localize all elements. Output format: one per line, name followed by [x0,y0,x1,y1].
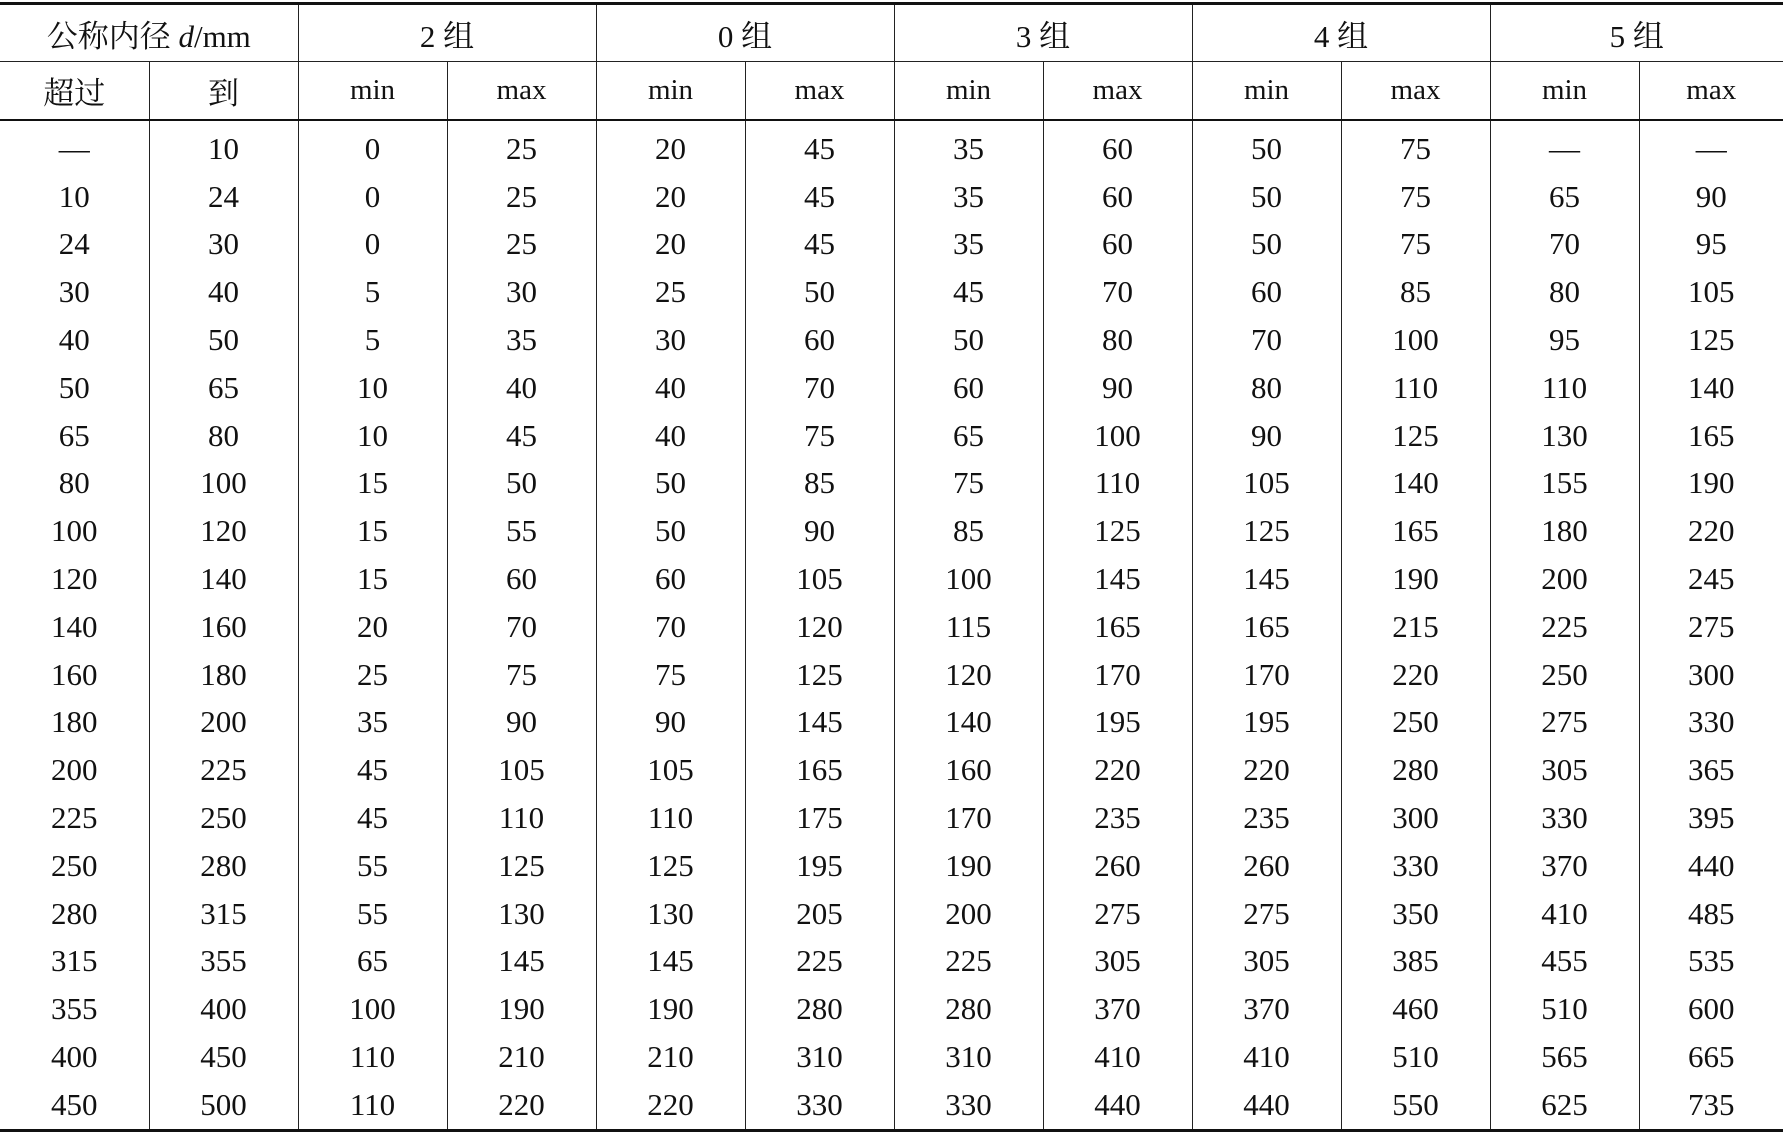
table-cell: 30 [0,268,149,316]
table-cell: 70 [745,364,894,412]
table-cell: 455 [1490,938,1639,986]
header-diameter-var: d [178,18,194,54]
table-cell: 280 [1341,746,1490,794]
table-cell: 25 [447,120,596,173]
header-max: max [745,62,894,121]
table-cell: 90 [1192,412,1341,460]
table-cell: 210 [596,1033,745,1081]
table-cell: 125 [596,842,745,890]
table-cell: 35 [298,699,447,747]
table-cell: 5 [298,268,447,316]
table-cell: 365 [1688,752,1735,788]
table-cell: 40 [149,268,298,316]
table-cell: 105 [447,746,596,794]
table-cell: 565 [1490,1033,1639,1081]
table-cell: 220 [596,1081,745,1130]
table-row [0,412,1783,460]
table-cell: 145 [596,938,745,986]
table-cell: 75 [745,412,894,460]
table-cell: 200 [0,746,149,794]
table-cell: 145 [745,699,894,747]
table-cell: 70 [1192,316,1341,364]
table-cell: 160 [894,746,1043,794]
table-cell: 225 [745,938,894,986]
table-cell: 10 [0,173,149,221]
table-cell: 370 [1490,842,1639,890]
table-cell: 110 [596,794,745,842]
table-cell: 510 [1341,1033,1490,1081]
table-cell: 140 [1341,460,1490,508]
table-cell: 70 [1490,221,1639,269]
table-cell: 30 [149,221,298,269]
table-cell: 45 [298,746,447,794]
table-cell: 20 [596,221,745,269]
table-cell: 120 [149,507,298,555]
table-cell: 220 [1192,746,1341,794]
table-cell: 10 [149,120,298,173]
table-cell: 370 [1192,985,1341,1033]
table-cell: 125 [1341,412,1490,460]
table-cell: 40 [447,364,596,412]
table-cell: 195 [1192,699,1341,747]
table-cell: 665 [1688,1039,1735,1075]
table-row [0,651,1783,699]
table-cell: 180 [0,699,149,747]
table-row [0,221,1783,269]
table-cell: 120 [894,651,1043,699]
table-cell: 190 [1688,465,1735,501]
table-cell: 125 [1043,507,1192,555]
table-cell: 315 [149,890,298,938]
table-cell: — [1490,120,1639,173]
table-cell: 330 [1341,842,1490,890]
table-cell: 35 [894,173,1043,221]
header-max: max [1341,62,1490,121]
table-cell: 205 [745,890,894,938]
table-cell: 280 [894,985,1043,1033]
table-row [0,985,1783,1033]
table-cell: 600 [1688,991,1735,1027]
table-cell: 145 [447,938,596,986]
table-body [0,120,1783,1130]
table-cell: 65 [894,412,1043,460]
table-cell: 45 [298,794,447,842]
table-cell: 15 [298,507,447,555]
table-cell: 535 [1688,943,1735,979]
header-min: min [1490,62,1639,121]
table-cell: 190 [894,842,1043,890]
table-cell: 200 [894,890,1043,938]
table-row [0,603,1783,651]
table-cell: 40 [0,316,149,364]
table-cell: 355 [149,938,298,986]
table-cell: 100 [1043,412,1192,460]
table-cell: 130 [1490,412,1639,460]
header-max: max [1639,62,1783,121]
table-cell: 75 [1341,120,1490,173]
table-cell: 45 [745,120,894,173]
table-cell: 90 [596,699,745,747]
table-cell: 275 [1490,699,1639,747]
table-cell: 24 [0,221,149,269]
table-cell: 180 [149,651,298,699]
table-cell: 15 [298,555,447,603]
header-min: min [894,62,1043,121]
table-cell: 20 [596,120,745,173]
table-cell: 75 [1341,173,1490,221]
table-cell: 165 [1043,603,1192,651]
table-cell: 200 [1490,555,1639,603]
table-cell: 110 [1043,460,1192,508]
table-row [0,268,1783,316]
table-cell: 220 [447,1081,596,1130]
table-cell: 215 [1341,603,1490,651]
table-cell: 25 [447,173,596,221]
table-cell: 25 [596,268,745,316]
table-cell: 30 [596,316,745,364]
table-cell: 80 [149,412,298,460]
table-cell: 20 [596,173,745,221]
table-cell: 280 [149,842,298,890]
table-cell: 165 [1192,603,1341,651]
table-cell: 80 [1043,316,1192,364]
table-cell: 65 [0,412,149,460]
table-cell: 60 [1043,173,1192,221]
table-cell: 65 [149,364,298,412]
table-cell: 50 [596,460,745,508]
header-group-0: 0 组 [596,4,894,62]
table-cell: 170 [1043,651,1192,699]
table-cell: 45 [745,173,894,221]
table-row [0,938,1783,986]
table-cell: 60 [1043,120,1192,173]
table-cell: 250 [1341,699,1490,747]
table-cell: 140 [0,603,149,651]
table-cell: 90 [447,699,596,747]
table-cell: 100 [149,460,298,508]
table-cell: 100 [0,507,149,555]
table-cell: 60 [745,316,894,364]
table-cell: 110 [447,794,596,842]
table-cell: 260 [1192,842,1341,890]
table-cell: 80 [1192,364,1341,412]
table-cell: 60 [447,555,596,603]
table-cell: 50 [1192,173,1341,221]
table-cell: 50 [894,316,1043,364]
table-cell: 275 [1688,608,1735,644]
table-cell: 45 [894,268,1043,316]
table-cell: — [1695,130,1727,166]
table-cell: 225 [1490,603,1639,651]
table-cell: 235 [1192,794,1341,842]
table-cell: 410 [1043,1033,1192,1081]
table-cell: 410 [1490,890,1639,938]
table-cell: 170 [894,794,1043,842]
table-cell: 60 [1192,268,1341,316]
table-cell: 305 [1490,746,1639,794]
table-cell: 300 [1341,794,1490,842]
table-cell: 55 [298,842,447,890]
table-cell: 130 [447,890,596,938]
header-group-2: 2 组 [298,4,596,62]
table-cell: 50 [1192,120,1341,173]
table-cell: 85 [745,460,894,508]
table-cell: 45 [745,221,894,269]
table-cell: 330 [1490,794,1639,842]
table-cell: 305 [1192,938,1341,986]
table-cell: 120 [745,603,894,651]
table-cell: 70 [447,603,596,651]
table-cell: 735 [1639,1081,1783,1130]
table-cell: 440 [1688,847,1735,883]
table-cell: 50 [149,316,298,364]
table-cell: 140 [149,555,298,603]
header-diameter-prefix: 公称内径 [46,18,179,54]
table-cell: 15 [298,460,447,508]
table-cell: 400 [0,1033,149,1081]
table-cell: 330 [894,1081,1043,1130]
header-max: max [1043,62,1192,121]
table-cell: 60 [596,555,745,603]
table-cell: 450 [0,1081,149,1130]
table-cell: 190 [1341,555,1490,603]
table-cell: 280 [0,890,149,938]
table-cell: 315 [0,938,149,986]
table-row [0,460,1783,508]
table-cell: 40 [596,412,745,460]
table-cell: 75 [447,651,596,699]
table-row [0,1081,1783,1130]
table-cell: 500 [149,1081,298,1130]
table-cell: 440 [1192,1081,1341,1130]
table-cell: 350 [1341,890,1490,938]
table-cell: 55 [447,507,596,555]
table-cell: 145 [1192,555,1341,603]
table-cell: 210 [447,1033,596,1081]
table-cell: 300 [1688,656,1735,692]
table-cell: 235 [1043,794,1192,842]
table-cell: 50 [596,507,745,555]
header-min: min [298,62,447,121]
table-row [0,842,1783,890]
table-cell: 85 [1341,268,1490,316]
table-cell: 24 [149,173,298,221]
table-row [0,507,1783,555]
table-cell: 450 [149,1033,298,1081]
table-cell: 260 [1043,842,1192,890]
table-cell: 0 [298,221,447,269]
table-cell: 155 [1490,460,1639,508]
table-cell: 330 [745,1081,894,1130]
table-cell: 70 [1043,268,1192,316]
table-cell: 110 [298,1081,447,1130]
table-cell: 20 [298,603,447,651]
table-cell: 165 [1688,417,1735,453]
table-cell: 400 [149,985,298,1033]
table-cell: 105 [745,555,894,603]
table-cell: 35 [447,316,596,364]
table-cell: 220 [1688,513,1735,549]
table-cell: 310 [745,1033,894,1081]
table-cell: 125 [1192,507,1341,555]
table-cell: 40 [596,364,745,412]
clearance-table [0,2,1783,1132]
table-cell: 35 [894,120,1043,173]
table-cell: 220 [1043,746,1192,794]
table-cell: 75 [596,651,745,699]
table-cell: 125 [447,842,596,890]
table-cell: 145 [1043,555,1192,603]
table-cell: 200 [149,699,298,747]
table-cell: 220 [1341,651,1490,699]
table-cell: 245 [1688,561,1735,597]
table-cell: 280 [745,985,894,1033]
table-row [0,890,1783,938]
table-cell: 125 [745,651,894,699]
table-cell: 0 [298,173,447,221]
table-cell: 625 [1490,1081,1639,1130]
table-cell: 225 [0,794,149,842]
table-cell: 55 [298,890,447,938]
table-cell: 25 [447,221,596,269]
table-cell: 10 [298,412,447,460]
table-row [0,794,1783,842]
table-cell: 60 [894,364,1043,412]
header-min: min [596,62,745,121]
table-cell: 60 [1043,221,1192,269]
table-cell: 250 [149,794,298,842]
table-cell: 100 [894,555,1043,603]
table-cell: 165 [745,746,894,794]
table-cell: 195 [1043,699,1192,747]
header-row-sub [0,62,1783,121]
table-cell: 110 [1490,364,1639,412]
table-cell: 385 [1341,938,1490,986]
table-header [0,4,1783,121]
table-cell: 85 [894,507,1043,555]
table-cell: 100 [1341,316,1490,364]
table-cell: 250 [0,842,149,890]
table-cell: 95 [1695,226,1727,262]
table-cell: 330 [1688,704,1735,740]
table-cell: 305 [1043,938,1192,986]
table-cell: 160 [0,651,149,699]
header-diameter-unit: /mm [193,18,251,54]
table-cell: 310 [894,1033,1043,1081]
table-row [0,1033,1783,1081]
table-cell: 5 [298,316,447,364]
table-cell: 460 [1341,985,1490,1033]
table-row [0,699,1783,747]
table-cell: 105 [1688,274,1735,310]
table-cell: 50 [745,268,894,316]
header-nominal-diameter [0,4,298,62]
table-cell: 125 [1688,322,1735,358]
table-cell: 110 [1341,364,1490,412]
table-cell: 120 [0,555,149,603]
table-cell: — [0,120,149,173]
table-cell: 485 [1688,895,1735,931]
table-row [0,173,1783,221]
table-cell: 35 [894,221,1043,269]
table-cell: 180 [1490,507,1639,555]
table-cell: 75 [894,460,1043,508]
table-cell: 90 [1695,178,1727,214]
table-cell: 370 [1043,985,1192,1033]
table-cell: 130 [596,890,745,938]
table-cell: 25 [298,651,447,699]
table-cell: 90 [745,507,894,555]
table-cell: 50 [1192,221,1341,269]
table-cell: 410 [1192,1033,1341,1081]
table-cell: 45 [447,412,596,460]
table-cell: 80 [1490,268,1639,316]
table-cell: 50 [447,460,596,508]
table-cell: 30 [447,268,596,316]
table-cell: 140 [1688,369,1735,405]
table-cell: 275 [1043,890,1192,938]
table-row [0,746,1783,794]
header-group-3: 3 组 [894,4,1192,62]
table-cell: 550 [1341,1081,1490,1130]
header-over: 超过 [0,62,149,121]
table-cell: 250 [1490,651,1639,699]
table-cell: 95 [1490,316,1639,364]
table-cell: 440 [1043,1081,1192,1130]
table-cell: 10 [298,364,447,412]
table-cell: 195 [745,842,894,890]
table-cell: 175 [745,794,894,842]
header-to: 到 [149,62,298,121]
table-cell: 395 [1688,800,1735,836]
header-group-4: 4 组 [1192,4,1490,62]
table-cell: 80 [0,460,149,508]
table-cell: 165 [1341,507,1490,555]
table-cell: 275 [1192,890,1341,938]
table-cell: 190 [447,985,596,1033]
header-row-groups [0,4,1783,62]
table-cell: 170 [1192,651,1341,699]
table-cell: 160 [149,603,298,651]
table-cell: 90 [1043,364,1192,412]
table-cell: 0 [298,120,447,173]
table-cell: 190 [596,985,745,1033]
table-cell: 75 [1341,221,1490,269]
header-max: max [447,62,596,121]
table-cell: 50 [0,364,149,412]
table-cell: 225 [894,938,1043,986]
table-cell: 100 [298,985,447,1033]
table-cell: 115 [894,603,1043,651]
table-cell: 65 [298,938,447,986]
header-min: min [1192,62,1341,121]
table-row [0,364,1783,412]
table-row [0,120,1783,173]
table-cell: 65 [1490,173,1639,221]
table-cell: 105 [596,746,745,794]
table-cell: 110 [298,1033,447,1081]
table-cell: 70 [596,603,745,651]
header-group-5: 5 组 [1490,4,1783,62]
table-row [0,316,1783,364]
table-cell: 225 [149,746,298,794]
table-cell: 105 [1192,460,1341,508]
table-row [0,555,1783,603]
table-cell: 140 [894,699,1043,747]
table-cell: 355 [0,985,149,1033]
table-cell: 510 [1490,985,1639,1033]
